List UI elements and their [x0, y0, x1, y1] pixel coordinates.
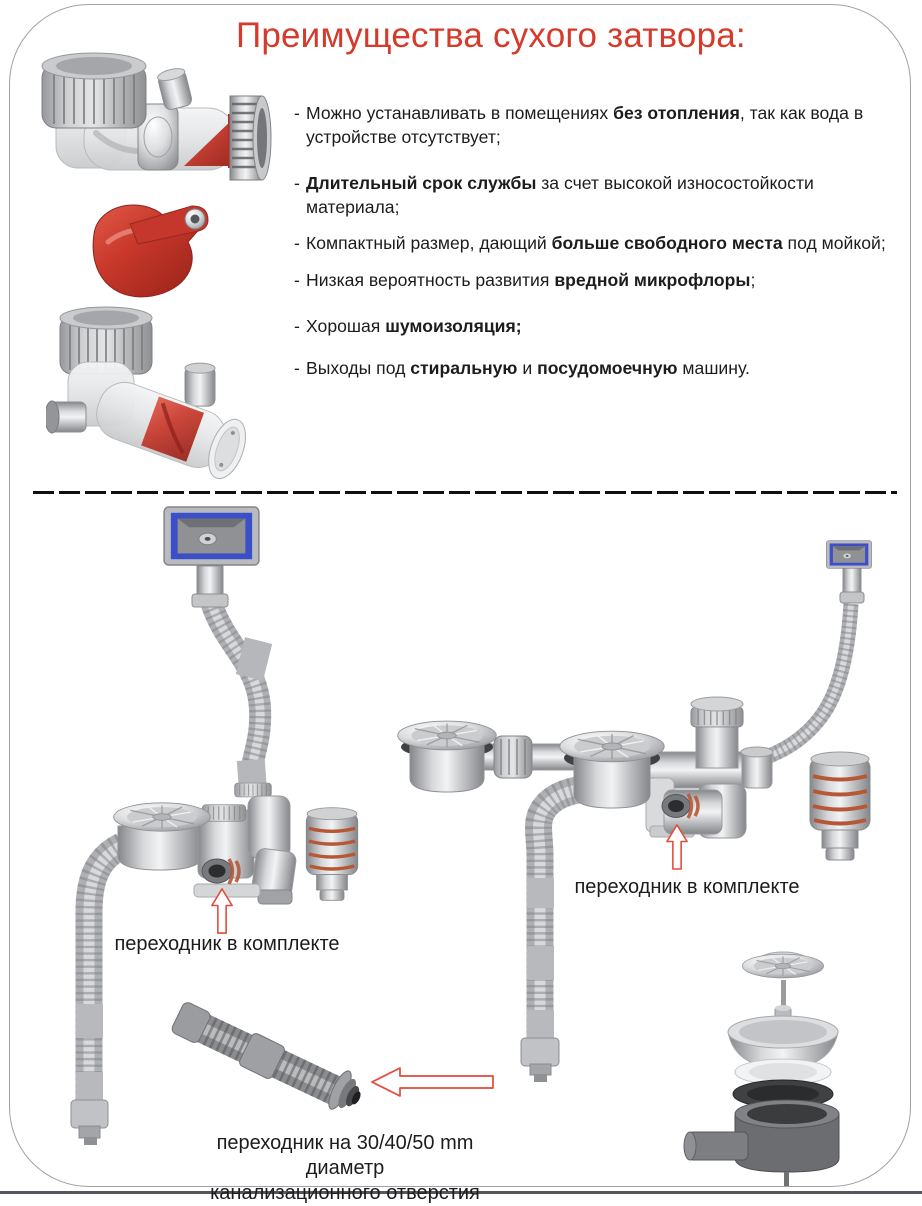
overflow-fitting-right [826, 541, 871, 569]
knurled-nut [42, 53, 146, 128]
product-photo-elbow-trap-ports [46, 302, 272, 498]
list-item: - Низкая вероятность развития вредной микрофлоры; [294, 270, 756, 290]
list-item: - Компактный размер, дающий больше свободного места под мойкой; [294, 233, 886, 253]
sink-strainer [560, 731, 664, 762]
overflow-fitting-left [164, 507, 259, 565]
adapter-piece-left [306, 808, 357, 901]
sink-strainer [398, 721, 497, 750]
arrow-left-hose [372, 1068, 493, 1096]
drain-housing [684, 1100, 839, 1186]
list-item: - Можно устанавливать в помещениях без отопления, так как вода в устройстве отсутствует; [294, 103, 864, 147]
page-title: Преимущества сухого затвора: [236, 16, 746, 55]
list-item: - Выходы под стиральную и посудомоечную машину. [294, 358, 750, 378]
list-item: - Хорошая шумоизоляция; [294, 316, 522, 336]
dashed-divider [33, 491, 897, 494]
right-drain-assembly [398, 541, 872, 1082]
product-photo-red-flap-valve [68, 182, 220, 310]
product-photo-elbow-trap [26, 38, 278, 190]
strainer-basket [742, 954, 823, 978]
adapter-label-left: переходник в комплекте [114, 933, 340, 955]
sink-strainer [114, 803, 211, 831]
corrugated-hose-adapter [170, 1001, 368, 1119]
adapter-piece-right [810, 752, 870, 860]
installation-diagram [0, 495, 922, 1200]
hose-adapter-label: переходник на 30/40/50 mm диаметр канализационного отверстия [210, 1132, 480, 1204]
advantages-list [294, 101, 908, 380]
adapter-label-right: переходник в комплекте [574, 876, 800, 898]
exploded-strainer-view [684, 952, 839, 1186]
list-item: - Длительный срок службы за счет высокой износостойкости материала; [294, 173, 814, 217]
